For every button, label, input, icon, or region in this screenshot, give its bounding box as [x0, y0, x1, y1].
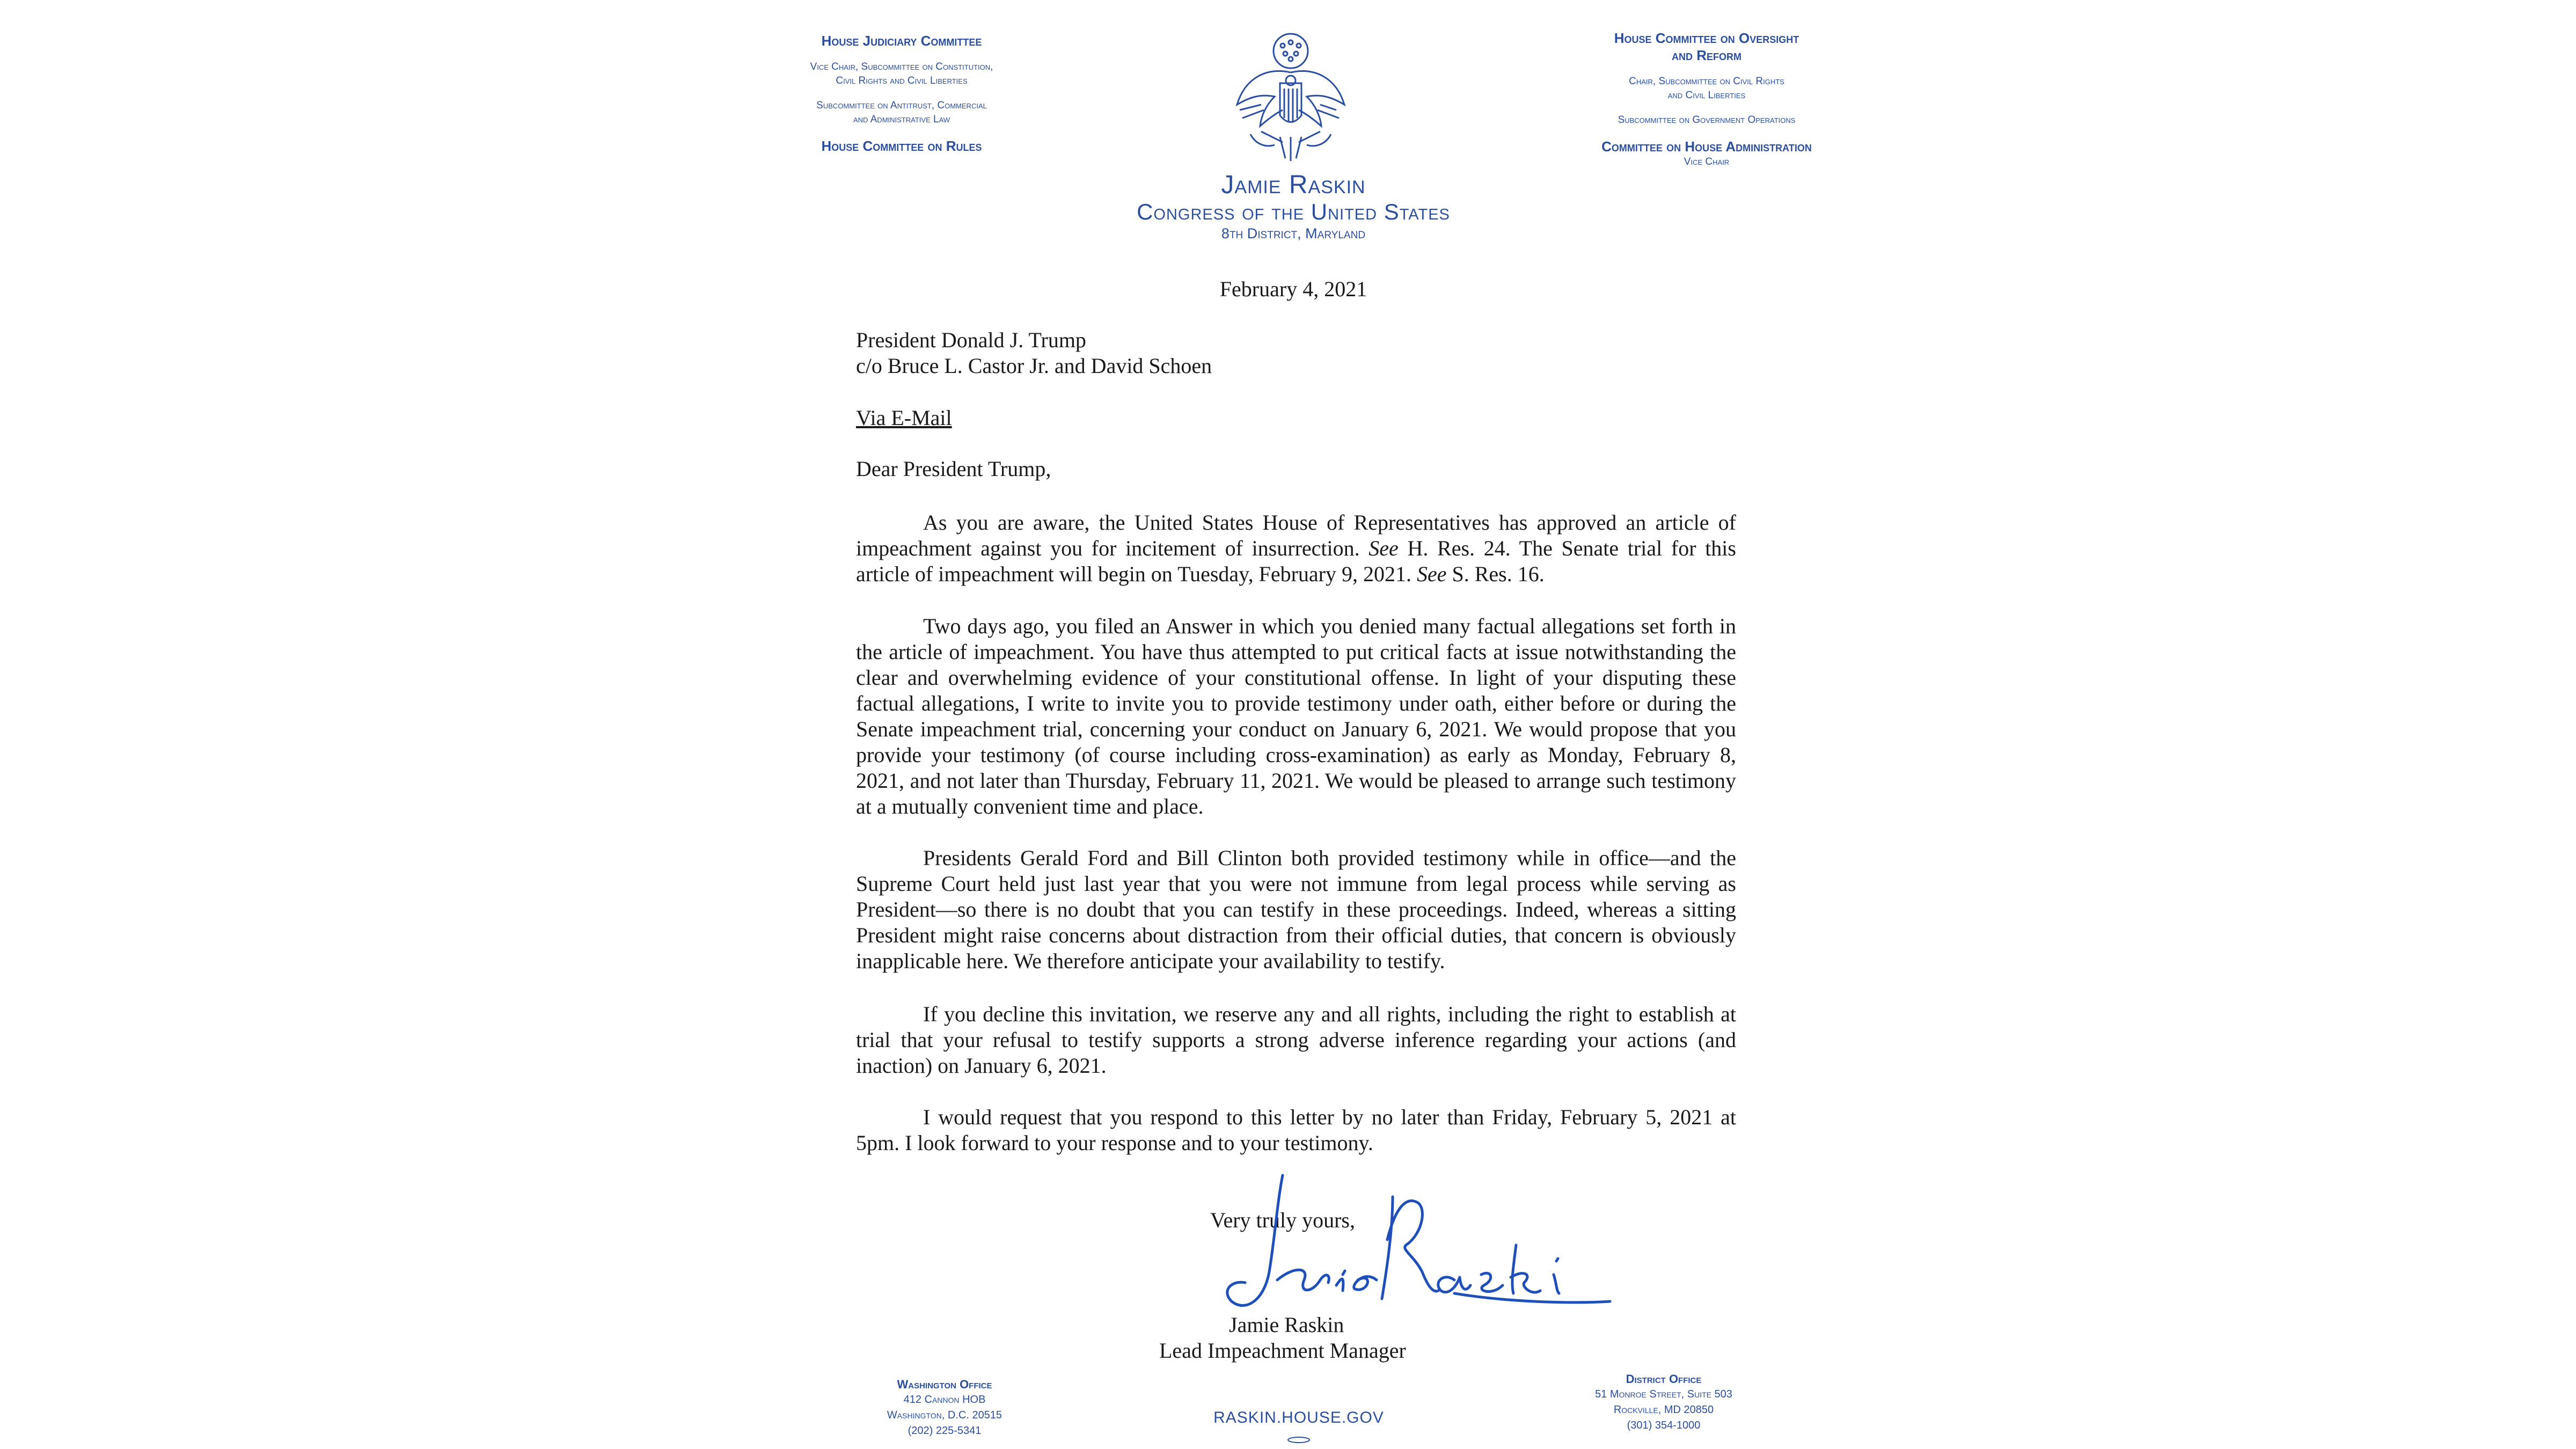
- recipient-care-of: c/o Bruce L. Castor Jr. and David Schoen: [856, 354, 1212, 378]
- salutation: Dear President Trump,: [856, 457, 1051, 481]
- office-heading: Washington Office: [897, 1378, 992, 1391]
- committee-judiciary: House Judiciary Committee: [821, 33, 982, 49]
- letterhead-right-committees: [1546, 30, 1868, 169]
- great-seal-icon: [1229, 30, 1352, 164]
- committee-line: Chair, Subcommittee on Civil Rights: [1629, 76, 1784, 87]
- recipient-name: President Donald J. Trump: [856, 328, 1086, 352]
- office-heading: District Office: [1626, 1372, 1702, 1386]
- signer-title: Lead Impeachment Manager: [1159, 1338, 1406, 1363]
- office-line: 51 Monroe Street, Suite 503: [1595, 1388, 1732, 1400]
- committee-line: Subcommittee on Antitrust, Commercial: [816, 100, 987, 111]
- committee-rules: House Committee on Rules: [821, 138, 982, 154]
- signer-name: Jamie Raskin: [1229, 1313, 1344, 1337]
- committee-line: and Administrative Law: [853, 114, 950, 125]
- district-office-address: [1556, 1371, 1771, 1433]
- recipient-address: [856, 327, 1736, 379]
- committee-line: Vice Chair, Subcommittee on Constitution,: [810, 61, 993, 72]
- recycled-paper-icon: [1285, 1436, 1312, 1444]
- committee-line: Subcommittee on Government Operations: [1618, 114, 1796, 126]
- handwritten-signature: [1202, 1165, 1664, 1326]
- committee-line: and Civil Liberties: [1667, 90, 1746, 101]
- committee-line: and Reform: [1672, 47, 1741, 63]
- letterhead-name-block: [1052, 171, 1535, 243]
- website-link[interactable]: RASKIN.HOUSE.GOV: [1213, 1409, 1384, 1426]
- paragraph-4: If you decline this invitation, we reserve any and all rights, including the right to establish at trial that your refusal to testify supports a strong adverse inference regarding your actions (and inaction) on January 6, 2021.: [856, 1002, 1736, 1078]
- committee-line: Vice Chair: [1684, 156, 1730, 167]
- congress-line: Congress of the United States: [1137, 199, 1450, 224]
- paragraph-1: As you are aware, the United States House of Representatives has approved an article of impeachment against you for incitement of insurrection. See H. Res. 24. The Senate trial for this article of impeachment will begin on Tuesday, February 9, 2021. See S. Res. 16.: [856, 510, 1736, 586]
- paragraph-5: I would request that you respond to this letter by no later than Friday, February 5, 2021 at 5pm. I look forward to your response and to your testimony.: [856, 1105, 1736, 1155]
- office-line: 412 Cannon HOB: [903, 1394, 986, 1406]
- paragraph-2: Two days ago, you filed an Answer in which you denied many factual allegations set forth in the article of impeachment. You have thus attempted to put critical facts at issue notwithstanding the clear and overwhelming evidence of your constitutional offense. In light of your disputing these factual allegations, I write to invite you to provide testimony under oath, either before or during the Senate impeachment trial, concerning your conduct on January 6, 2021. We would propose that you provide your testimony (of course including cross-examination) as early as Monday, February 8, 2021, and not later than Thursday, February 11, 2021. We would be pleased to arrange such testimony at a mutually convenient time and place.: [856, 614, 1736, 818]
- washington-office-address: [853, 1377, 1036, 1439]
- office-line: Rockville, MD 20850: [1613, 1404, 1714, 1416]
- district-line: 8th District, Maryland: [1221, 225, 1366, 241]
- office-phone: (301) 354-1000: [1627, 1419, 1701, 1431]
- office-phone: (202) 225-5341: [908, 1425, 982, 1437]
- paragraph-3: Presidents Gerald Ford and Bill Clinton both provided testimony while in office—and the Supreme Court held just last year that you were not immune from legal process while serving as President—so there is no doubt that you can testify in these proceedings. Indeed, whereas a sitting President might raise concerns about distraction from their official duties, that concern is obviously inapplicable here. We therefore anticipate your availability to testify.: [856, 846, 1736, 973]
- member-name: Jamie Raskin: [1221, 171, 1366, 199]
- committee-house-admin: Committee on House Administration: [1601, 138, 1812, 155]
- letterhead-left-committees: [730, 32, 1073, 155]
- closing: Very truly yours,: [1210, 1208, 1355, 1232]
- committee-oversight: House Committee on Oversight: [1614, 30, 1799, 46]
- letter-date: February 4, 2021: [1219, 277, 1367, 301]
- delivery-method: Via E-Mail: [856, 406, 952, 430]
- committee-line: Civil Rights and Civil Liberties: [836, 75, 968, 86]
- office-line: Washington, D.C. 20515: [887, 1409, 1002, 1421]
